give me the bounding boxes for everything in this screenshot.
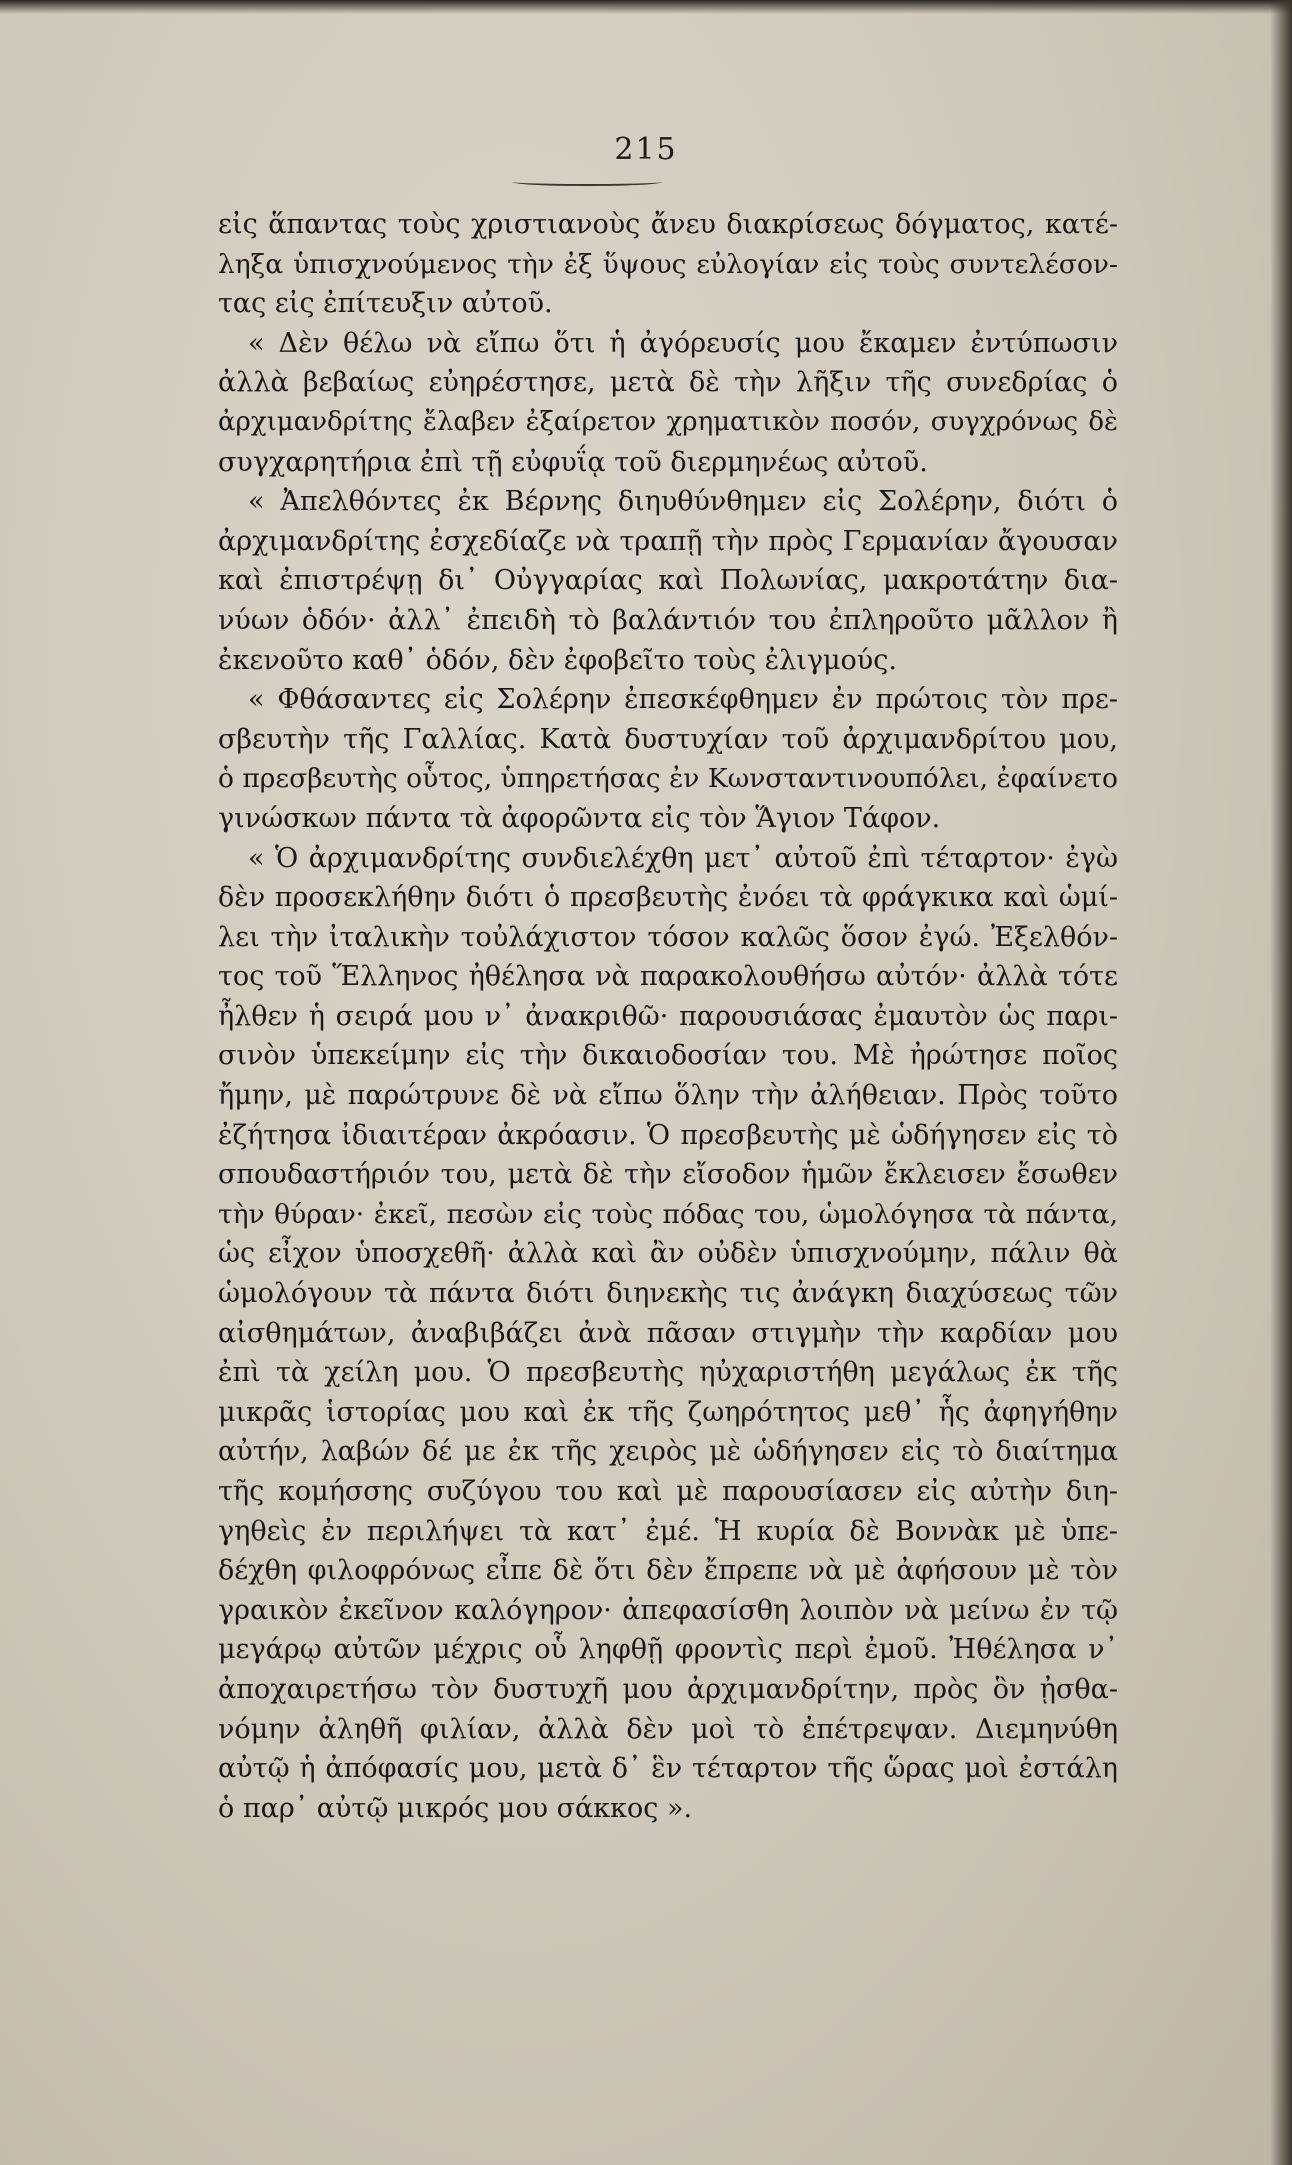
text-line: μικρᾶς ἱστορίας μου καὶ ἐκ τῆς ζωηρότητος μεθ᾽ ἧς ἀφηγήθην: [218, 1396, 1118, 1428]
page-right-shadow: [1270, 0, 1292, 2165]
text-line: δὲν προσεκλήθην διότι ὁ πρεσβευτὴς ἐνόει τὰ φράγκικα καὶ ὡμί-: [218, 882, 1118, 914]
text-line: ἀλλὰ βεβαίως εὐηρέστησε, μετὰ δὲ τὴν λῆξιν τῆς συνεδρίας ὁ: [218, 367, 1118, 399]
text-line: αἰσθημάτων, ἀναβιβάζει ἀνὰ πᾶσαν στιγμὴν τὴν καρδίαν μου: [218, 1317, 1118, 1349]
text-line: « Ἀπελθόντες ἐκ Βέρνης διηυθύνθημεν εἰς Σολέρην, διότι ὁ: [248, 486, 1118, 518]
text-line: ὡς εἶχον ὑποσχεθῆ· ἀλλὰ καὶ ἂν οὐδὲν ὑπισχνούμην, πάλιν θὰ: [218, 1238, 1118, 1270]
text-line: ὁ παρ᾽ αὐτῷ μικρός μου σάκκος ».: [218, 1792, 693, 1824]
text-line: γηθεὶς ἐν περιλήψει τὰ κατ᾽ ἐμέ. Ἡ κυρία δὲ Βοννὰκ μὲ ὑπε-: [218, 1515, 1118, 1547]
page-top-shadow: [0, 0, 1292, 14]
text-line: ἀρχιμανδρίτης ἔλαβεν ἐξαίρετον χρηματικὸν ποσόν, συγχρόνως δὲ: [218, 406, 1118, 437]
text-line: τὴν θύραν· ἐκεῖ, πεσὼν εἰς τοὺς πόδας του, ὡμολόγησα τὰ πάντα,: [218, 1198, 1118, 1230]
text-line: ἀποχαιρετήσω τὸν δυστυχῆ μου ἀρχιμανδρίτην, πρὸς ὃν ᾐσθα-: [218, 1673, 1118, 1705]
text-line: καὶ ἐπιστρέψῃ δι᾽ Οὐγγαρίας καὶ Πολωνίας, μακροτάτην δια-: [218, 565, 1118, 597]
text-line: ἤμην, μὲ παρώτρυνε δὲ νὰ εἴπω ὅλην τὴν ἀλήθειαν. Πρὸς τοῦτο: [218, 1080, 1118, 1112]
text-line: γραικὸν ἐκεῖνον καλόγηρον· ἀπεφασίσθη λοιπὸν νὰ μείνω ἐν τῷ: [218, 1594, 1118, 1626]
text-line: αὐτῷ ἡ ἀπόφασίς μου, μετὰ δ᾽ ἓν τέταρτον τῆς ὥρας μοὶ ἐστάλη: [218, 1753, 1118, 1785]
text-line: ἐζήτησα ἰδιαιτέραν ἀκρόασιν. Ὁ πρεσβευτὴς μὲ ὡδήγησεν εἰς τὸ: [218, 1119, 1118, 1151]
text-line: τῆς κομήσσης συζύγου του καὶ μὲ παρουσίασεν εἰς αὐτὴν διη-: [218, 1476, 1118, 1507]
text-line: νόμην ἀληθῆ φιλίαν, ἀλλὰ δὲν μοὶ τὸ ἐπέτρεψαν. Διεμηνύθη: [218, 1713, 1118, 1745]
body-text: [218, 205, 1118, 1828]
page-number-ornament: [512, 178, 662, 186]
text-line: μεγάρῳ αὐτῶν μέχρις οὗ ληφθῇ φροντὶς περὶ ἐμοῦ. Ἠθέλησα ν᾽: [218, 1634, 1118, 1666]
text-line: ἐπὶ τὰ χείλη μου. Ὁ πρεσβευτὴς ηὐχαριστήθη μεγάλως ἐκ τῆς: [218, 1357, 1118, 1389]
text-line: ἀρχιμανδρίτης ἐσχεδίαζε νὰ τραπῇ τὴν πρὸς Γερμανίαν ἄγουσαν: [218, 525, 1118, 557]
text-line: συγχαρητήρια ἐπὶ τῇ εὐφυΐᾳ τοῦ διερμηνέως αὐτοῦ.: [218, 446, 928, 478]
text-line: τος τοῦ Ἕλληνος ἠθέλησα νὰ παρακολουθήσω αὐτόν· ἀλλὰ τότε: [218, 961, 1118, 993]
text-line: εἰς ἅπαντας τοὺς χριστιανοὺς ἄνευ διακρίσεως δόγματος, κατέ-: [218, 209, 1118, 240]
text-line: ληξα ὑπισχνούμενος τὴν ἐξ ὕψους εὐλογίαν εἰς τοὺς συντελέσον-: [218, 248, 1118, 280]
text-line: λει τὴν ἰταλικὴν τοὐλάχιστον τόσον καλῶς ὅσον ἐγώ. Ἐξελθόν-: [218, 921, 1118, 953]
page-number: 215: [614, 132, 678, 167]
text-line: σινὸν ὑπεκείμην εἰς τὴν δικαιοδοσίαν του. Μὲ ἠρώτησε ποῖος: [218, 1040, 1118, 1072]
text-line: « Δὲν θέλω νὰ εἴπω ὅτι ἡ ἀγόρευσίς μου ἔκαμεν ἐντύπωσιν: [248, 327, 1118, 359]
text-line: ὡμολόγουν τὰ πάντα διότι διηνεκὴς τις ἀνάγκη διαχύσεως τῶν: [218, 1278, 1118, 1310]
text-line: « Φθάσαντες εἰς Σολέρην ἐπεσκέφθημεν ἐν πρώτοις τὸν πρε-: [248, 684, 1118, 716]
text-line: σβευτὴν τῆς Γαλλίας. Κατὰ δυστυχίαν τοῦ ἀρχιμανδρίτου μου,: [218, 723, 1118, 755]
text-line: ἦλθεν ἡ σειρά μου ν᾽ ἀνακριθῶ· παρουσιάσας ἐμαυτὸν ὡς παρι-: [218, 1000, 1118, 1032]
text-line: ἐκενοῦτο καθ᾽ ὁδόν, δὲν ἐφοβεῖτο τοὺς ἐλιγμούς.: [218, 644, 897, 676]
text-line: γινώσκων πάντα τὰ ἀφορῶντα εἰς τὸν Ἅγιον Τάφον.: [218, 802, 941, 834]
text-line: νύων ὁδόν· ἀλλ᾽ ἐπειδὴ τὸ βαλάντιόν του ἐπληροῦτο μᾶλλον ἢ: [218, 604, 1118, 636]
text-line: τας εἰς ἐπίτευξιν αὐτοῦ.: [218, 288, 553, 320]
text-line: αὐτήν, λαβών δέ με ἐκ τῆς χειρὸς μὲ ὡδήγησεν εἰς τὸ διαίτημα: [218, 1436, 1118, 1468]
text-line: ὁ πρεσβευτὴς οὗτος, ὑπηρετήσας ἐν Κωνσταντινουπόλει, ἐφαίνετο: [218, 763, 1118, 795]
text-line: σπουδαστήριόν του, μετὰ δὲ τὴν εἴσοδον ἡμῶν ἔκλεισεν ἔσωθεν: [218, 1159, 1118, 1191]
text-line: « Ὁ ἀρχιμανδρίτης συνδιελέχθη μετ᾽ αὐτοῦ ἐπὶ τέταρτον· ἐγὼ: [248, 842, 1118, 874]
text-line: δέχθη φιλοφρόνως εἶπε δὲ ὅτι δὲν ἔπρεπε νὰ μὲ ἀφήσουν μὲ τὸν: [218, 1555, 1118, 1587]
